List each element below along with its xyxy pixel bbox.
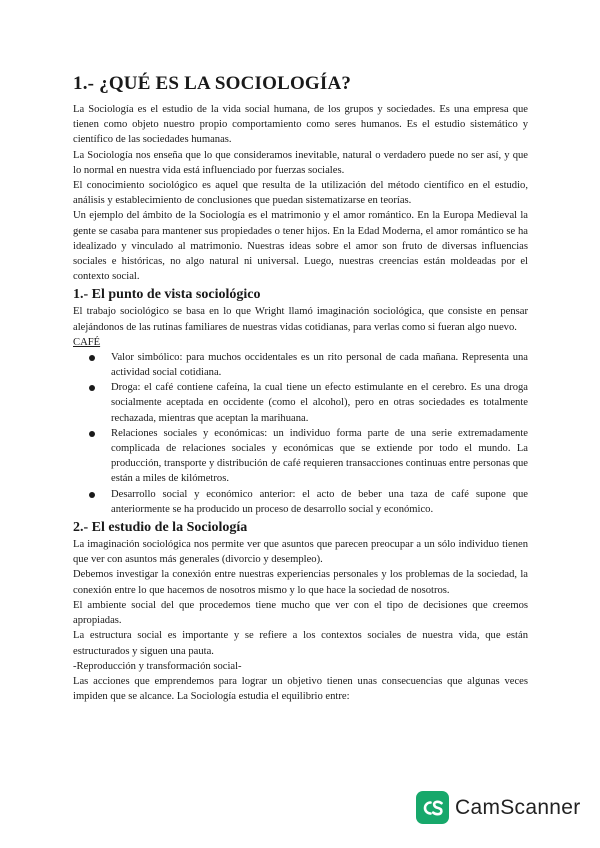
intro-paragraph: Un ejemplo del ámbito de la Sociología es el matrimonio y el amor romántico. En la Europa Medieval la gente se casaba para mantener sus propiedades o tener hijos. En la Edad Moderna, el amor romántico se ha idealizado y vinculado al matrimonio. Nuestras ideas sobre el amor son fruto de diversas influencias sociales e históricas, no algo natural ni universal. Luego, nuestras creencias están moldeadas por el contexto social.	[73, 210, 528, 283]
list-item-text: Valor simbólico: para muchos occidentales es un rito personal de cada mañana. Representa una actividad social cotidiana.	[111, 351, 528, 379]
document-page	[73, 72, 528, 704]
section-heading-punto-de-vista: 1.- El punto de vista sociológico	[73, 287, 261, 303]
camscanner-brand: CamScanner	[455, 795, 581, 819]
bullet-icon	[89, 385, 95, 391]
page-title: 1.- ¿QUÉ ES LA SOCIOLOGÍA?	[73, 73, 352, 94]
section2-paragraph: Debemos investigar la conexión entre nuestras experiencias personales y los problemas de la sociedad, la conexión entre lo que hacemos de nosotros mismo y lo que hace la sociedad de nosotros.	[73, 569, 528, 596]
bullet-icon	[89, 492, 95, 498]
section2-paragraph: Las acciones que emprendemos para lograr un objetivo tienen unas consecuencias que algunas veces impiden que se alcance. La Sociología estudia el equilibrio entre:	[73, 675, 528, 703]
section2-paragraph: La imaginación sociológica nos permite ver que asuntos que parecen preocupar a un sólo individuo tienen que ver con asuntos más generales (divorcio y desempleo).	[73, 539, 528, 566]
camscanner-watermark	[416, 791, 581, 824]
section2-paragraph: La estructura social es importante y se refiere a los contextos sociales de nuestra vida, que están estructurados y siguen una pauta.	[73, 630, 528, 657]
cafe-bullet-list	[73, 350, 528, 517]
intro-paragraph: La Sociología es el estudio de la vida social humana, de los grupos y sociedades. Es una empresa que tienen como objeto nuestro propio comportamiento como seres humanos. Es el estudio sistemático y científico de las sociedades humanas.	[73, 104, 528, 146]
intro-paragraph: La Sociología nos enseña que lo que consideramos inevitable, natural o verdadero puede no ser así, y que lo normal en nuestra vida está influenciado por fuerzas sociales.	[73, 149, 528, 176]
section1-paragraph: El trabajo sociológico se basa en lo que Wright llamó imaginación sociológica, que consiste en pensar alejándonos de las rutinas familiares de nuestras vidas cotidianas, para verlas como si fueran algo nuevo.	[73, 306, 528, 333]
example-label-cafe: CAFÉ	[73, 336, 101, 348]
list-item-text: Droga: el café contiene cafeína, la cual tiene un efecto estimulante en el cerebro. Es una droga socialmente aceptada en occidente (como el alcohol), pero en otras sociedades es totalmente rechazada, mientras que aceptan la marihuana.	[111, 382, 528, 424]
camscanner-logo-icon	[416, 791, 449, 824]
bullet-icon	[89, 355, 95, 361]
intro-paragraph: El conocimiento sociológico es aquel que resulta de la utilización del método científico en el estudio, análisis y establecimiento de conclusiones que puedan sistematizarse en teorías.	[73, 180, 528, 207]
bullet-icon	[89, 431, 95, 437]
list-item	[73, 350, 528, 380]
list-item-text: Desarrollo social y económico anterior: el acto de beber una taza de café supone que anteriormente se ha producido un proceso de desarrollo social y económico.	[111, 488, 528, 515]
list-item	[73, 487, 528, 517]
list-item-text: Relaciones sociales y económicas: un individuo forma parte de una serie extremadamente complicada de relaciones sociales y económicas que se extiende por todo el mundo. La producción, transporte y distribución de café requieren transacciones continuas entre personas que están a miles de kilómetros.	[111, 427, 528, 485]
section2-paragraph: El ambiente social del que procedemos tiene mucho que ver con el tipo de decisiones que creemos apropiadas.	[73, 599, 528, 627]
section-heading-estudio: 2.- El estudio de la Sociología	[73, 520, 248, 536]
section2-subtitle: -Reproducción y transformación social-	[73, 660, 242, 672]
list-item	[73, 380, 528, 426]
cs-logo-glyph	[420, 798, 445, 818]
list-item	[73, 426, 528, 487]
